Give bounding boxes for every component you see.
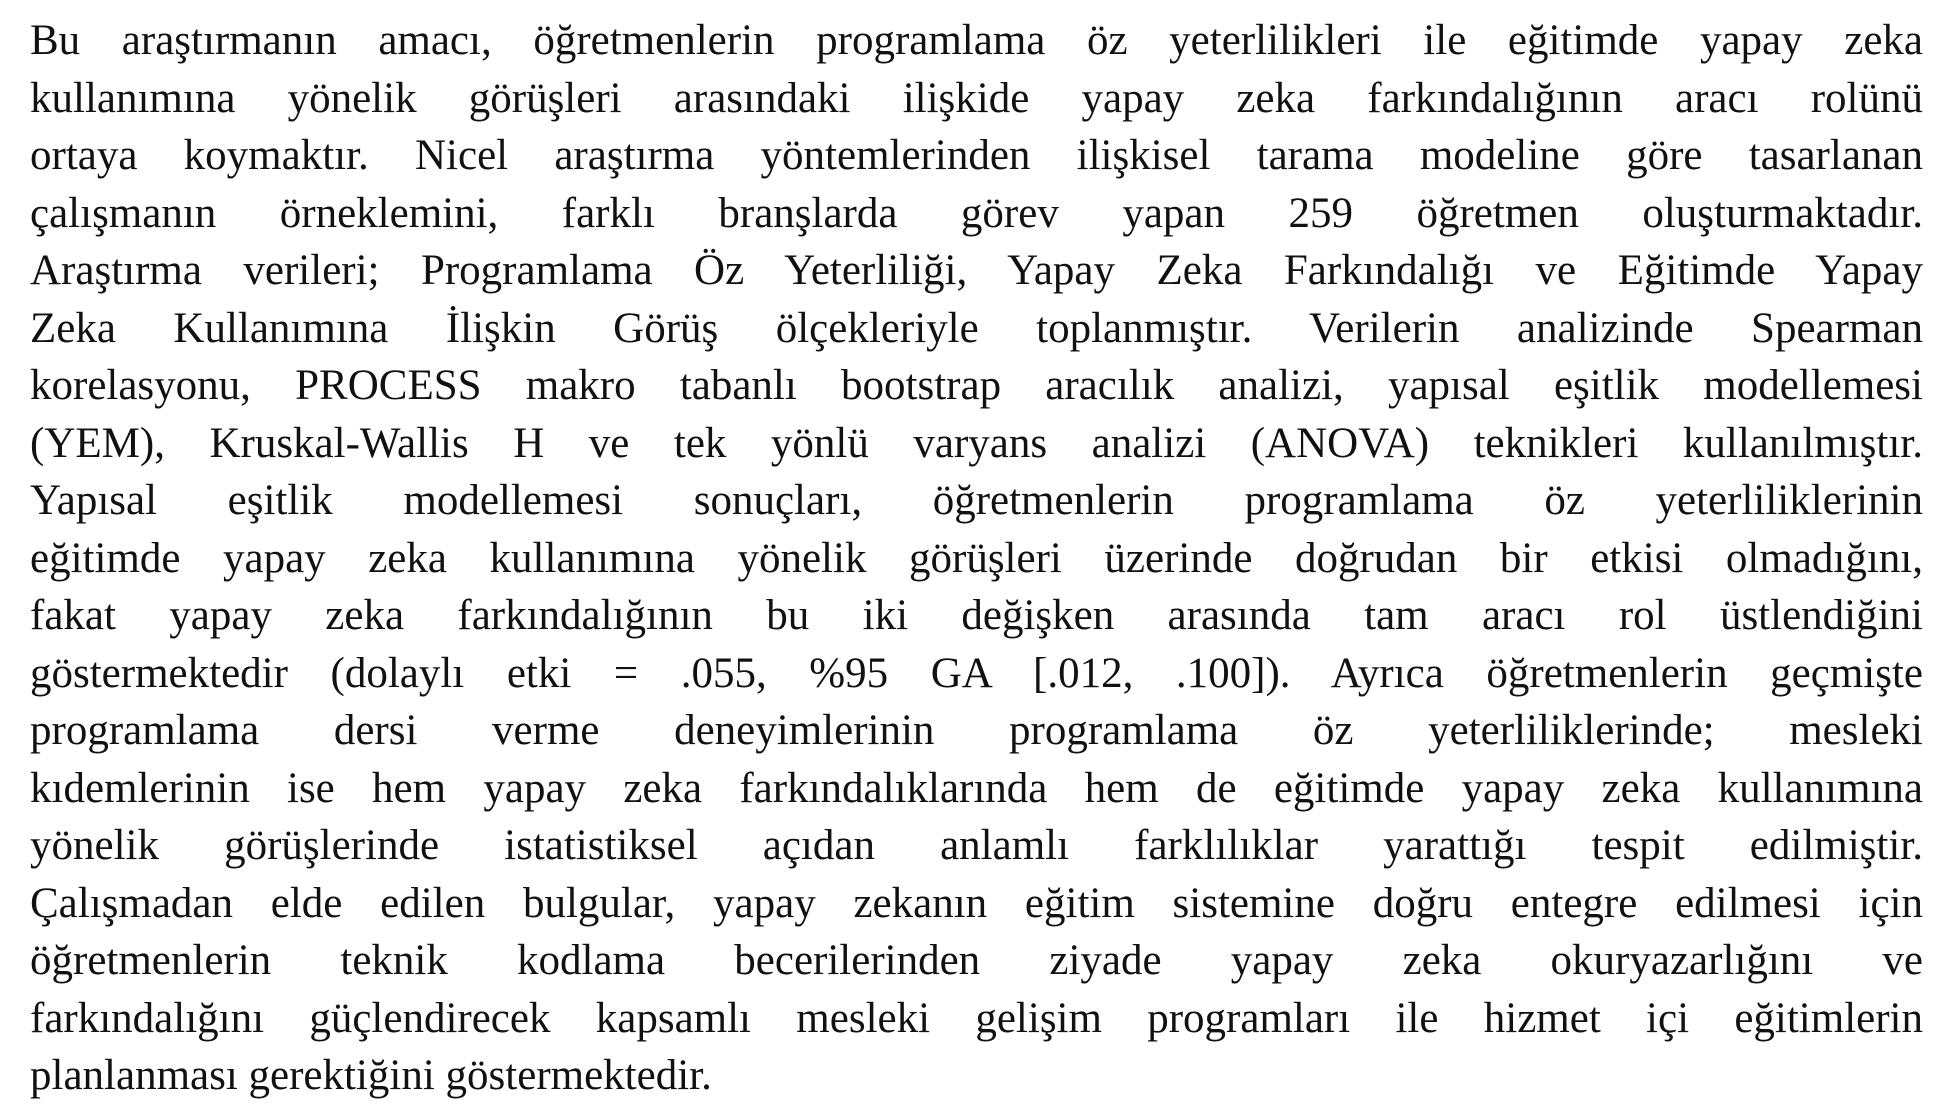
text-line: yönelik görüşlerinde istatistiksel açıdan anlamlı farklılıklar yarattığı tespit edilmiştir. (30, 822, 1923, 869)
text-line: ortaya koymaktır. Nicel araştırma yöntemlerinden ilişkisel tarama modeline göre tasarlanan (30, 132, 1923, 179)
text-line: Araştırma verileri; Programlama Öz Yeterliliği, Yapay Zeka Farkındalığı ve Eğitimde Yapay (30, 247, 1923, 294)
text-line: Zeka Kullanımına İlişkin Görüş ölçekleriyle toplanmıştır. Verilerin analizinde Spearman (30, 304, 1923, 352)
abstract-paragraph (30, 12, 1923, 1105)
text-line: eğitimde yapay zeka kullanımına yönelik görüşleri üzerinde doğrudan bir etkisi olmadığını, (30, 534, 1923, 582)
text-line: göstermektedir (dolaylı etki = .055, %95 GA [.012, .100]). Ayrıca öğretmenlerin geçmişte (30, 649, 1923, 697)
text-line: kıdemlerinin ise hem yapay zeka farkındalıklarında hem de eğitimde yapay zeka kullanımına (30, 764, 1923, 812)
text-line: Bu araştırmanın amacı, öğretmenlerin programlama öz yeterlilikleri ile eğitimde yapay zeka (30, 17, 1923, 64)
text-line: fakat yapay zeka farkındalığının bu iki değişken arasında tam aracı rol üstlendiğini (30, 592, 1923, 639)
text-line: Çalışmadan elde edilen bulgular, yapay zekanın eğitim sistemine doğru entegre edilmesi için (30, 879, 1923, 927)
text-line: çalışmanın örneklemini, farklı branşlarda görev yapan 259 öğretmen oluşturmaktadır. (30, 189, 1923, 237)
text-line: programlama dersi verme deneyimlerinin programlama öz yeterliliklerinde; mesleki (30, 707, 1923, 754)
text-line-last: planlanması gerektiğini göstermektedir. (30, 1052, 712, 1099)
text-line: farkındalığını güçlendirecek kapsamlı mesleki gelişim programları ile hizmet içi eğitimlerin (30, 994, 1923, 1042)
text-line: kullanımına yönelik görüşleri arasındaki ilişkide yapay zeka farkındalığının aracı rolünü (30, 74, 1923, 122)
text-line: Yapısal eşitlik modellemesi sonuçları, öğretmenlerin programlama öz yeterliliklerinin (30, 477, 1923, 524)
text-line: korelasyonu, PROCESS makro tabanlı bootstrap aracılık analizi, yapısal eşitlik modellemesi (30, 362, 1923, 409)
text-line: öğretmenlerin teknik kodlama becerilerinden ziyade yapay zeka okuryazarlığını ve (30, 937, 1923, 984)
text-line: (YEM), Kruskal-Wallis H ve tek yönlü varyans analizi (ANOVA) teknikleri kullanılmıştır. (30, 419, 1923, 467)
